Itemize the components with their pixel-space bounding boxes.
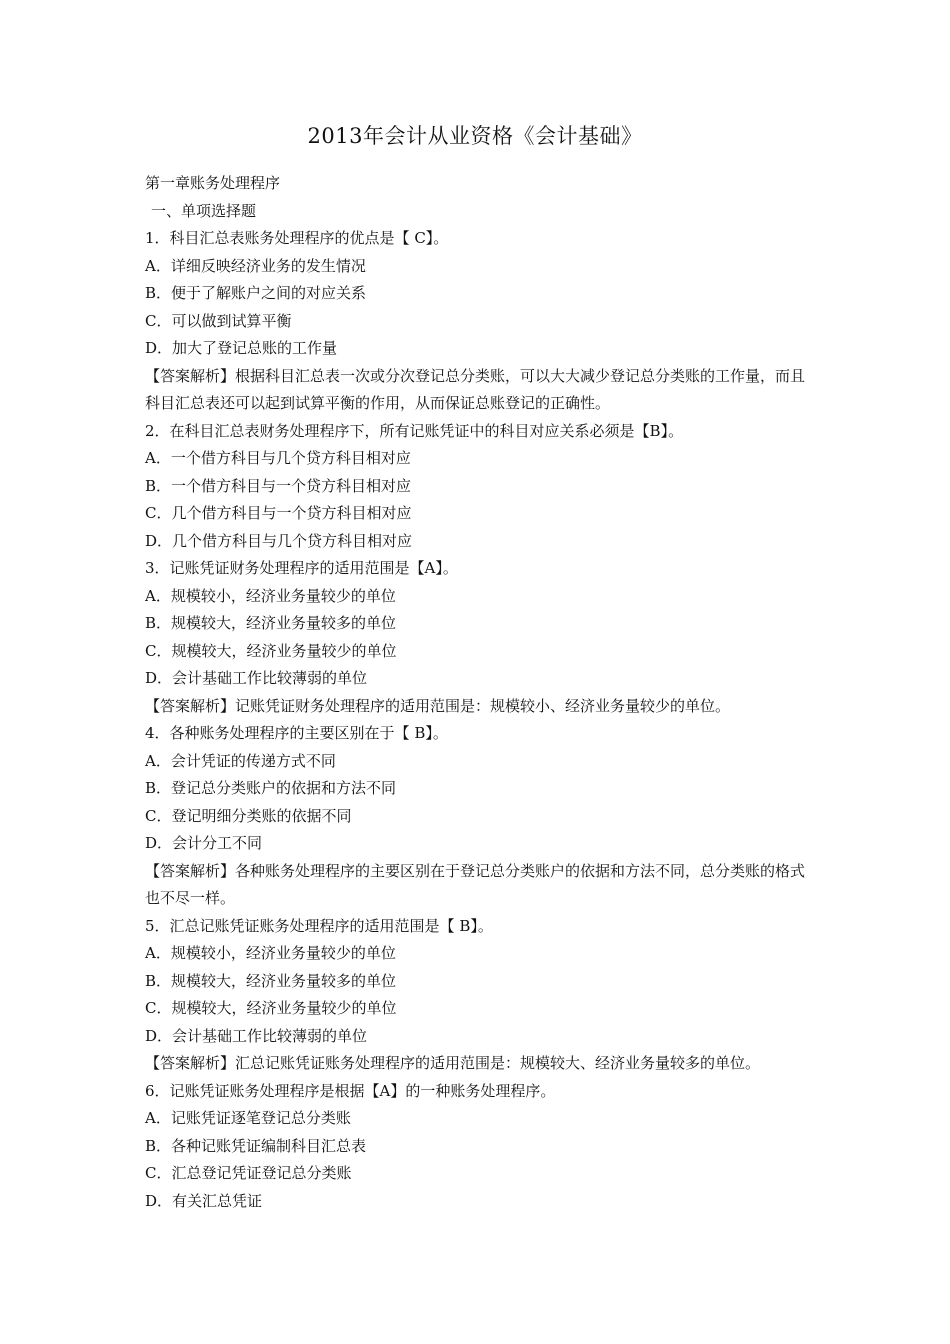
option-3a: A．规模较小，经济业务量较少的单位 xyxy=(145,586,396,605)
document-title: 2013年会计从业资格《会计基础》 xyxy=(307,124,643,148)
section-heading: 一、单项选择题 xyxy=(151,201,257,220)
option-4b: B．登记总分类账户的依据和方法不同 xyxy=(145,779,397,797)
option-1c: C．可以做到试算平衡 xyxy=(145,311,292,330)
answer-analysis-3: 【答案解析】记账凭证财务处理程序的适用范围是：规模较小、经济业务量较少的单位。 xyxy=(145,696,731,715)
option-5d: D．会计基础工作比较薄弱的单位 xyxy=(145,1026,368,1045)
option-4a: A．会计凭证的传递方式不同 xyxy=(145,751,336,770)
option-2b: B．一个借方科目与一个贷方科目相对应 xyxy=(145,476,412,495)
option-6c: C．汇总登记凭证登记总分类账 xyxy=(145,1164,352,1182)
question-5: 5．汇总记账凭证账务处理程序的适用范围是【 B】。 xyxy=(145,916,493,935)
option-1a: A．详细反映经济业务的发生情况 xyxy=(145,256,366,275)
option-2a: A．一个借方科目与几个贷方科目相对应 xyxy=(145,449,411,467)
option-1b: B．便于了解账户之间的对应关系 xyxy=(145,284,367,302)
option-5a: A．规模较小，经济业务量较少的单位 xyxy=(145,944,396,962)
question-4: 4．各种账务处理程序的主要区别在于【 B】。 xyxy=(145,724,448,742)
question-6: 6．记账凭证账务处理程序是根据【A】的一种账务处理程序。 xyxy=(145,1081,556,1100)
option-1d: D．加大了登记总账的工作量 xyxy=(145,339,338,357)
option-6b: B．各种记账凭证编制科目汇总表 xyxy=(145,1136,367,1155)
option-4c: C．登记明细分类账的依据不同 xyxy=(145,806,352,825)
option-4d: D．会计分工不同 xyxy=(145,834,263,852)
option-5c: C．规模较大，经济业务量较少的单位 xyxy=(145,999,397,1017)
option-3d: D．会计基础工作比较薄弱的单位 xyxy=(145,669,368,687)
option-6a: A．记账凭证逐笔登记总分类账 xyxy=(145,1109,351,1127)
option-3b: B．规模较大，经济业务量较多的单位 xyxy=(145,614,397,632)
option-3c: C．规模较大，经济业务量较少的单位 xyxy=(145,641,397,660)
chapter-heading: 第一章账务处理程序 xyxy=(145,174,281,192)
question-3: 3．记账凭证财务处理程序的适用范围是【A】。 xyxy=(145,559,458,577)
question-2: 2．在科目汇总表财务处理程序下，所有记账凭证中的科目对应关系必须是【B】。 xyxy=(145,421,684,440)
option-6d: D．有关汇总凭证 xyxy=(145,1191,263,1210)
option-2c: C．几个借方科目与一个贷方科目相对应 xyxy=(145,504,412,522)
question-1: 1．科目汇总表账务处理程序的优点是【 C】。 xyxy=(145,229,449,247)
answer-analysis-1: 【答案解析】根据科目汇总表一次或分次登记总分类账，可以大大减少登记总分类账的工作量，而且科目汇总表还可以起到试算平衡的作用，从而保证总账登记的正确性。 xyxy=(145,366,806,412)
option-2d: D．几个借方科目与几个贷方科目相对应 xyxy=(145,531,413,550)
answer-analysis-4: 【答案解析】各种账务处理程序的主要区别在于登记总分类账户的依据和方法不同，总分类账的格式也不尽一样。 xyxy=(145,861,806,907)
document-body xyxy=(145,170,815,1215)
option-5b: B．规模较大，经济业务量较多的单位 xyxy=(145,971,397,990)
answer-analysis-5: 【答案解析】汇总记账凭证账务处理程序的适用范围是：规模较大、经济业务量较多的单位。 xyxy=(145,1054,761,1072)
